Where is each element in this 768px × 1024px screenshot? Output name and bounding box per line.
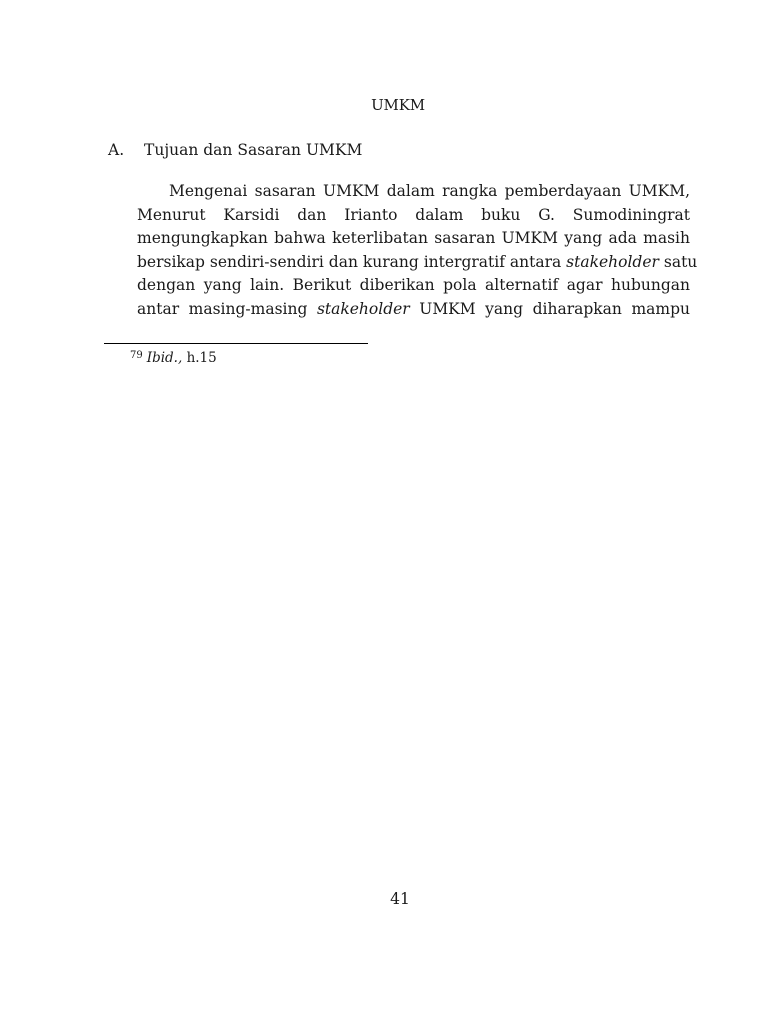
italic-term: stakeholder [316, 299, 410, 318]
paragraph-line [137, 298, 690, 322]
italic-term: stakeholder [566, 252, 659, 271]
page-header: UMKM [371, 96, 425, 114]
footnote-page: h.15 [186, 350, 217, 366]
page-number: 41 [390, 890, 410, 908]
line-text: satu [663, 252, 698, 271]
paragraph-line [137, 251, 698, 275]
body-paragraph [137, 180, 698, 322]
paragraph-line: Menurut Karsidi dan Irianto dalam buku G. Sumodiningrat [137, 205, 690, 224]
line-text: antar masing-masing [137, 299, 308, 318]
line-text: UMKM yang diharapkan mampu [419, 299, 690, 318]
footnote-citation: Ibid., [146, 350, 183, 366]
section-heading [108, 141, 362, 159]
section-title: Tujuan dan Sasaran UMKM [144, 141, 363, 159]
footnote [130, 350, 217, 366]
paragraph-line: Mengenai sasaran UMKM dalam rangka pemberdayaan UMKM, [169, 182, 690, 200]
footnote-separator [104, 343, 368, 344]
paragraph-line: mengungkapkan bahwa keterlibatan sasaran UMKM yang ada masih [137, 229, 690, 248]
footnote-number: 79 [130, 350, 143, 361]
paragraph-line: dengan yang lain. Berikut diberikan pola alternatif agar hubungan [137, 276, 690, 295]
section-letter: A. [108, 141, 125, 159]
line-text: bersikap sendiri-sendiri dan kurang intergratif antara [137, 252, 562, 271]
